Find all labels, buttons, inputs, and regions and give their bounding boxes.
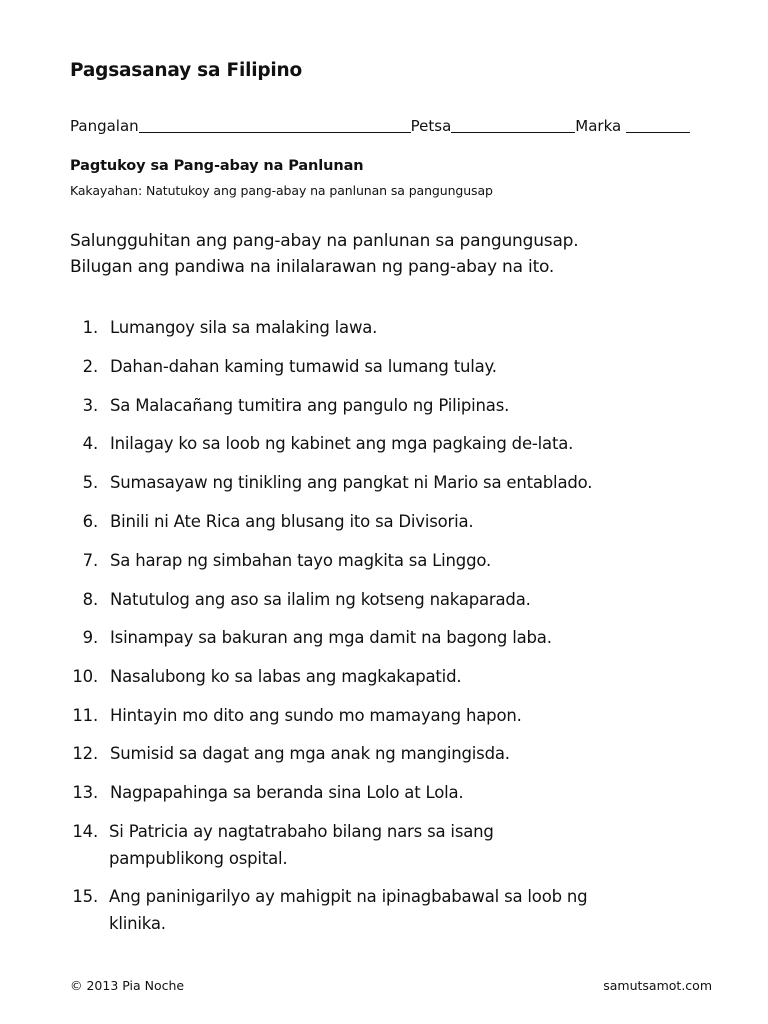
score-blank [626, 116, 690, 133]
item-text-line: klinika. [109, 914, 166, 933]
instruction-line: Bilugan ang pandiwa na inilalarawan ng pang-abay na ito. [70, 257, 555, 277]
item-text [110, 353, 710, 380]
item-text-line: Inilagay ko sa loob ng kabinet ang mga pagkaing de-lata. [110, 434, 574, 453]
item-text [110, 508, 710, 535]
item-number: 3. [82, 396, 98, 415]
item-text-line: Nagpapahinga sa beranda sina Lolo at Lola. [110, 783, 464, 802]
item-number: 5. [82, 473, 98, 492]
item-number: 9. [82, 628, 98, 647]
name-label: Pangalan [70, 117, 139, 135]
item-text [110, 740, 710, 767]
item-number: 14. [72, 822, 98, 841]
date-blank [451, 116, 575, 133]
item-text-line: Dahan-dahan kaming tumawid sa lumang tulay. [110, 357, 497, 376]
item-text [110, 702, 710, 729]
instruction-line: Salungguhitan ang pang-abay na panlunan sa pangungusap. [70, 231, 579, 251]
date-label: Petsa [410, 117, 452, 135]
item-text [110, 547, 710, 574]
item-text-line: Sa Malacañang tumitira ang pangulo ng Pilipinas. [110, 396, 510, 415]
item-text [110, 314, 710, 341]
item-text [109, 883, 709, 937]
item-text-line: Sa harap ng simbahan tayo magkita sa Linggo. [110, 551, 491, 570]
item-number: 8. [82, 590, 98, 609]
item-text [110, 779, 710, 806]
item-text [110, 392, 710, 419]
item-number: 4. [82, 434, 98, 453]
page-title: Pagsasanay sa Filipino [70, 60, 303, 81]
item-number: 10. [72, 667, 98, 686]
student-info-line [70, 116, 690, 135]
item-number: 2. [82, 357, 98, 376]
item-text-line: Natutulog ang aso sa ilalim ng kotseng nakaparada. [110, 590, 531, 609]
item-text-line: Lumangoy sila sa malaking lawa. [110, 318, 378, 337]
item-text-line: Hintayin mo dito ang sundo mo mamayang hapon. [110, 706, 522, 725]
item-number: 13. [72, 783, 98, 802]
item-text [110, 586, 710, 613]
item-number: 12. [72, 744, 98, 763]
item-text [110, 469, 710, 496]
item-number: 1. [82, 318, 98, 337]
item-number: 6. [82, 512, 98, 531]
item-text-line: Nasalubong ko sa labas ang magkakapatid. [110, 667, 462, 686]
score-label: Marka [575, 117, 622, 135]
item-text [110, 663, 710, 690]
footer-copyright: © 2013 Pia Noche [70, 978, 185, 993]
footer-site: samutsamot.com [603, 978, 712, 993]
item-number: 15. [72, 887, 98, 906]
item-text-line: Ang paninigarilyo ay mahigpit na ipinagbabawal sa loob ng [109, 887, 588, 906]
item-text-line: pampublikong ospital. [109, 849, 288, 868]
name-blank [139, 116, 411, 133]
item-text-line: Sumisid sa dagat ang mga anak ng mangingisda. [110, 744, 510, 763]
item-text-line: Isinampay sa bakuran ang mga damit na bagong laba. [110, 628, 552, 647]
section-title: Pagtukoy sa Pang-abay na Panlunan [70, 158, 364, 174]
item-text [109, 818, 709, 872]
item-text-line: Si Patricia ay nagtatrabaho bilang nars sa isang [109, 822, 494, 841]
item-text [110, 624, 710, 651]
item-text [110, 430, 710, 457]
item-text-line: Sumasayaw ng tinikling ang pangkat ni Mario sa entablado. [110, 473, 593, 492]
instructions [70, 228, 730, 280]
item-number: 11. [72, 706, 98, 725]
skill-description: Kakayahan: Natutukoy ang pang-abay na panlunan sa pangungusap [70, 183, 493, 198]
item-number: 7. [82, 551, 98, 570]
item-text-line: Binili ni Ate Rica ang blusang ito sa Divisoria. [110, 512, 474, 531]
